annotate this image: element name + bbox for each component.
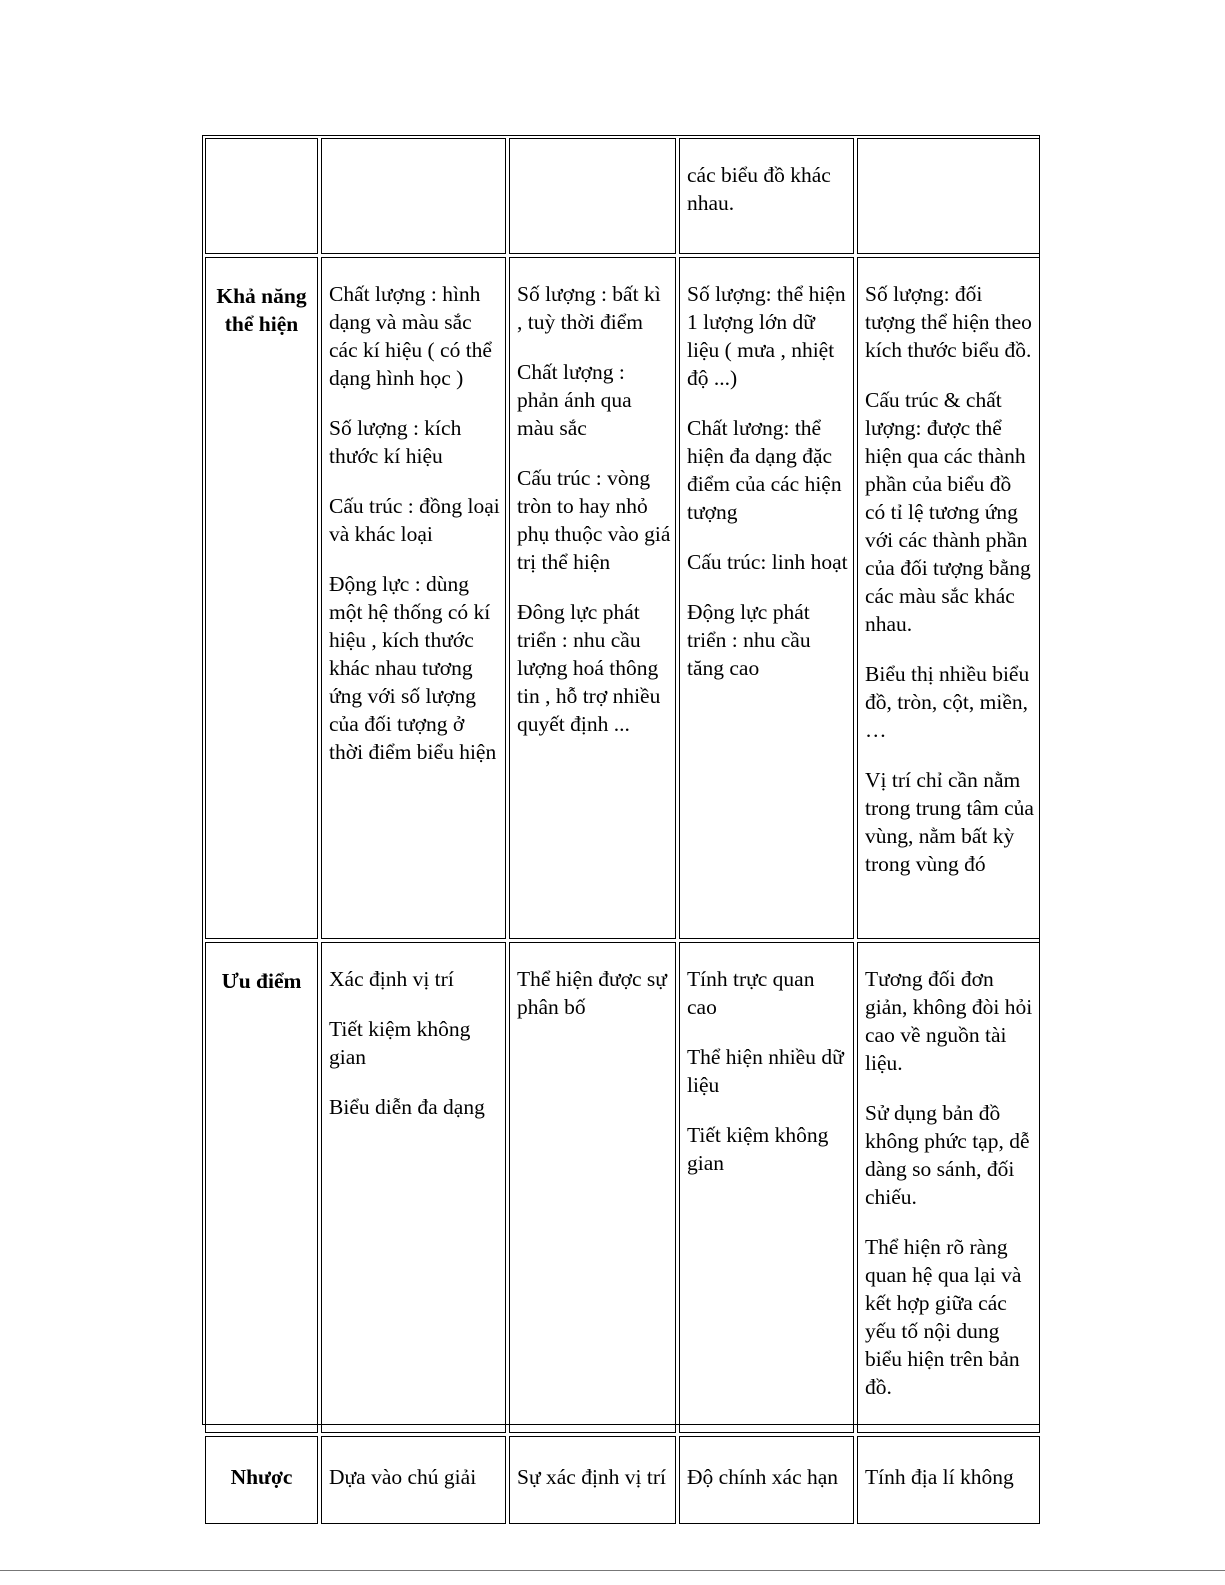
table-row [205,942,1040,1433]
cell-paragraph: Thể hiện được sự phân bố [517,967,667,1019]
cell-paragraph: Cấu trúc : vòng tròn to hay nhỏ phụ thuộc vào giá trị thể hiện [517,466,671,574]
cell-paragraph: Biểu diễn đa dạng [329,1095,485,1119]
cell-paragraph: Số lượng: đối tượng thể hiện theo kích thước biểu đồ. [865,282,1032,362]
cell-paragraph: Động lực : dùng một hệ thống có kí hiệu , kích thước khác nhau tương ứng với số lượng của đối tượng ở thời điểm biểu hiện [329,572,497,764]
row-header: Nhược [205,1436,318,1524]
table-cell [857,1436,1040,1524]
table-cell [321,1436,506,1524]
cell-paragraph: các biểu đồ khác nhau. [687,163,831,215]
cell-paragraph: Cấu trúc: linh hoạt [687,550,848,574]
cell-paragraph: Đông lực phát triển : nhu cầu lượng hoá thông tin , hỗ trợ nhiều quyết định ... [517,600,661,736]
table-cell [509,1436,676,1524]
cell-paragraph: Tương đối đơn giản, không đòi hỏi cao về nguồn tài liệu. [865,967,1033,1075]
table-cell [857,257,1040,939]
table-cell [679,942,854,1433]
cell-paragraph: Thể hiện nhiều dữ liệu [687,1045,844,1097]
table-cell [679,257,854,939]
cell-paragraph: Sử dụng bản đồ không phức tạp, dễ dàng so sánh, đối chiếu. [865,1101,1030,1209]
cell-paragraph: Tính địa lí không [865,1465,1014,1489]
cell-paragraph: Biểu thị nhiều biểu đồ, tròn, cột, miền, … [865,662,1030,742]
cell-paragraph: Xác định vị trí [329,967,454,991]
row-header [205,138,318,254]
row-header: Ưu điểm [205,942,318,1433]
table-cell [679,1436,854,1524]
cell-paragraph: Chất lượng : phản ánh qua màu sắc [517,360,632,440]
table-cell [857,138,1040,254]
cell-paragraph: Tiết kiệm không gian [687,1123,829,1175]
cell-paragraph: Chất lương: thể hiện đa dạng đặc điểm của các hiện tượng [687,416,842,524]
cell-paragraph: Số lượng : kích thước kí hiệu [329,416,462,468]
table-row [205,1436,1040,1524]
cell-paragraph: Cấu trúc & chất lượng: được thể hiện qua các thành phần của biểu đồ có tỉ lệ tương ứng với các thành phần của đối tượng bằng các màu sắc khác nhau. [865,388,1031,636]
table-cell [857,942,1040,1433]
table-cell [679,138,854,254]
table-cell [509,138,676,254]
cell-paragraph: Sự xác định vị trí [517,1465,666,1489]
cell-paragraph: Số lượng: thể hiện 1 lượng lớn dữ liệu ( mưa , nhiệt độ ...) [687,282,846,390]
cell-paragraph: Độ chính xác hạn [687,1465,839,1489]
table-row [205,138,1040,254]
cell-paragraph: Tính trực quan cao [687,967,815,1019]
cell-paragraph: Cấu trúc : đồng loại và khác loại [329,494,500,546]
cell-paragraph: Tiết kiệm không gian [329,1017,471,1069]
table-cell [509,257,676,939]
cell-paragraph: Số lượng : bất kì , tuỳ thời điểm [517,282,661,334]
table-row [205,257,1040,939]
cell-paragraph: Vị trí chỉ cần nằm trong trung tâm của vùng, nằm bất kỳ trong vùng đó [865,768,1034,876]
page-bottom-rule [0,1570,1225,1571]
comparison-table [202,135,1040,1489]
cell-paragraph: Thể hiện rõ ràng quan hệ qua lại và kết hợp giữa các yếu tố nội dung biểu hiện trên bản đồ. [865,1235,1022,1399]
table-cell [321,942,506,1433]
table-cell [509,942,676,1433]
cell-paragraph: Dựa vào chú giải [329,1465,477,1489]
table-cell [321,257,506,939]
cell-paragraph: Chất lượng : hình dạng và màu sắc các kí hiệu ( có thể dạng hình học ) [329,282,492,390]
table-cell [321,138,506,254]
row-header: Khả năng thể hiện [205,257,318,939]
cell-paragraph: Động lực phát triển : nhu cầu tăng cao [687,600,811,680]
